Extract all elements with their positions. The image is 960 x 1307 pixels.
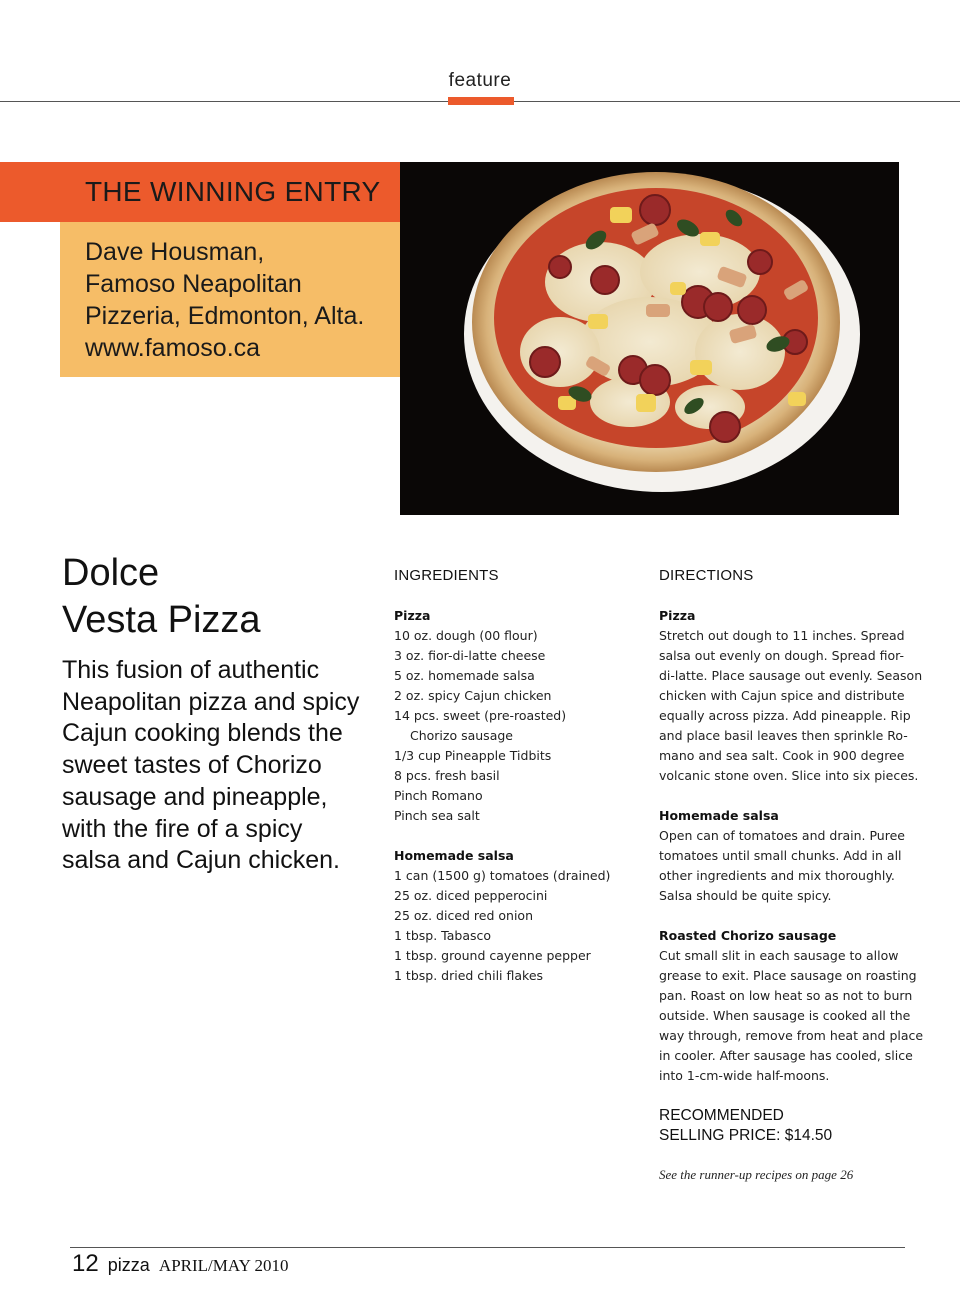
recipe-title-line-1: Dolce <box>62 552 160 594</box>
ingredient-item: 3 oz. fior-di-latte cheese <box>394 648 546 663</box>
direction-line: Open can of tomatoes and drain. Puree <box>659 828 905 843</box>
direction-line: other ingredients and mix thoroughly. <box>659 868 895 883</box>
direction-line: Cut small slit in each sausage to allow <box>659 948 899 963</box>
recommended-price <box>659 1106 832 1146</box>
ingredient-item: Pinch Romano <box>394 788 483 803</box>
direction-line: in cooler. After sausage has cooled, slice <box>659 1048 913 1063</box>
header-accent-tab <box>448 97 514 105</box>
directions-group-title: Pizza <box>659 608 696 623</box>
direction-line: way through, remove from heat and place <box>659 1028 924 1043</box>
runner-up-note: See the runner-up recipes on page 26 <box>659 1167 854 1182</box>
ingredient-item: 10 oz. dough (00 flour) <box>394 628 538 643</box>
direction-line: Salsa should be quite spicy. <box>659 888 832 903</box>
direction-line: outside. When sausage is cooked all the <box>659 1008 911 1023</box>
direction-line: grease to exit. Place sausage on roasting <box>659 968 917 983</box>
page-footer <box>72 1250 289 1278</box>
pizza-illustration <box>400 162 899 515</box>
ingredient-item: 25 oz. diced red onion <box>394 908 533 923</box>
winner-website[interactable]: www.famoso.ca <box>85 334 261 362</box>
price-value: SELLING PRICE: $14.50 <box>659 1127 833 1144</box>
recipe-title <box>62 550 261 644</box>
ingredients-column <box>394 566 634 986</box>
direction-line: volcanic stone oven. Slice into six pieces. <box>659 768 919 783</box>
ingredients-heading: INGREDIENTS <box>394 567 499 584</box>
ingredient-item: 2 oz. spicy Cajun chicken <box>394 688 552 703</box>
directions-heading: DIRECTIONS <box>659 567 754 584</box>
issue-date: APRIL/MAY 2010 <box>158 1256 289 1275</box>
winner-info <box>85 236 364 364</box>
direction-line: pan. Roast on low heat so as not to burn <box>659 988 913 1003</box>
ingredient-item: 1 tbsp. dried chili flakes <box>394 968 544 983</box>
page-number: 12 <box>72 1250 99 1277</box>
ingredient-item: 8 pcs. fresh basil <box>394 768 500 783</box>
recipe-title-line-2: Vesta Pizza <box>62 599 261 641</box>
pizza-photo <box>400 162 899 515</box>
ingredient-item: 1 tbsp. Tabasco <box>394 928 492 943</box>
footer-rule <box>70 1247 905 1248</box>
magazine-name: pizza <box>107 1255 150 1275</box>
direction-line: mano and sea salt. Cook in 900 degree <box>659 748 905 763</box>
directions-groups <box>659 606 924 1086</box>
directions-group-title: Homemade salsa <box>659 808 779 823</box>
ingredient-item: 1/3 cup Pineapple Tidbits <box>394 748 552 763</box>
ingredients-group-title: Homemade salsa <box>394 848 514 863</box>
direction-line: equally across pizza. Add pineapple. Rip <box>659 708 911 723</box>
winner-business: Famoso Neapolitan <box>85 270 302 298</box>
directions-column <box>659 566 924 1086</box>
ingredient-item: 25 oz. diced pepperocini <box>394 888 548 903</box>
direction-line: and place basil leaves then sprinkle Ro- <box>659 728 908 743</box>
ingredient-item: 1 can (1500 g) tomatoes (drained) <box>394 868 611 883</box>
ingredient-item: Chorizo sausage <box>410 728 513 743</box>
ingredient-item: 14 pcs. sweet (pre-roasted) <box>394 708 567 723</box>
direction-line: chicken with Cajun spice and distribute <box>659 688 905 703</box>
price-label: RECOMMENDED <box>659 1107 784 1124</box>
directions-group-title: Roasted Chorizo sausage <box>659 928 837 943</box>
direction-line: tomatoes until small chunks. Add in all <box>659 848 902 863</box>
ingredients-group-title: Pizza <box>394 608 431 623</box>
recipe-intro: This fusion of authentic Neapolitan pizza and spicy Cajun cooking blends the sweet tastes of Chorizo sausage and pineapple, with the fire of a spicy salsa and Cajun chicken. <box>62 656 360 875</box>
direction-line: di-latte. Place sausage out evenly. Season <box>659 668 923 683</box>
direction-line: salsa out evenly on dough. Spread fior- <box>659 648 904 663</box>
ingredient-item: 1 tbsp. ground cayenne pepper <box>394 948 591 963</box>
direction-line: into 1-cm-wide half-moons. <box>659 1068 830 1083</box>
winner-location: Pizzeria, Edmonton, Alta. <box>85 302 365 330</box>
direction-line: Stretch out dough to 11 inches. Spread <box>659 628 905 643</box>
winner-name: Dave Housman, <box>85 238 265 266</box>
section-label: feature <box>448 70 512 91</box>
winning-entry-title: THE WINNING ENTRY <box>85 176 381 207</box>
ingredient-item: 5 oz. homemade salsa <box>394 668 535 683</box>
ingredients-groups <box>394 606 634 986</box>
ingredient-item: Pinch sea salt <box>394 808 480 823</box>
